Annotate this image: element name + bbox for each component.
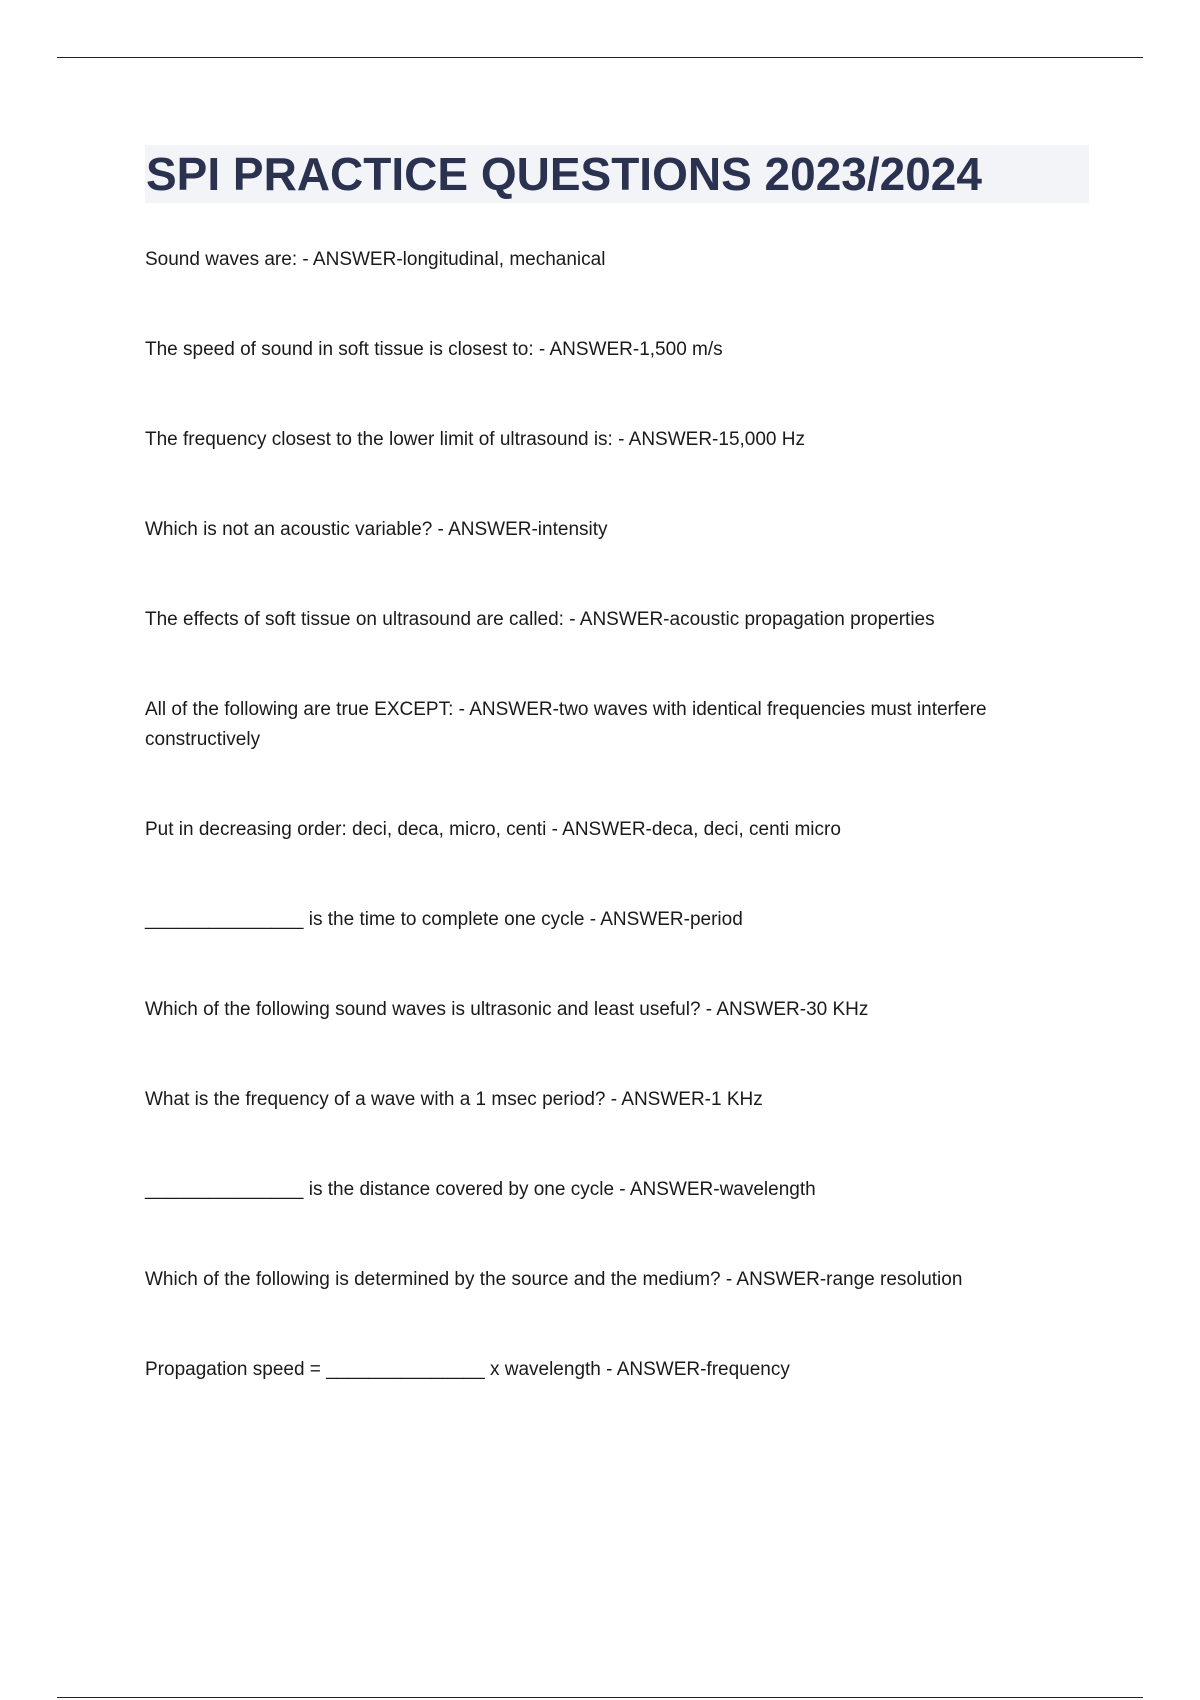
question-text: The frequency closest to the lower limit of ultrasound is: - ANSWER-15,000 Hz bbox=[145, 429, 805, 450]
question-text: Propagation speed = _______________ x wavelength - ANSWER-frequency bbox=[145, 1359, 790, 1380]
question-item bbox=[145, 905, 1075, 935]
question-text: The effects of soft tissue on ultrasound are called: - ANSWER-acoustic propagation properties bbox=[145, 609, 935, 630]
question-item bbox=[145, 815, 1075, 845]
question-item bbox=[145, 335, 1075, 365]
question-item bbox=[145, 995, 1075, 1025]
question-text: Put in decreasing order: deci, deca, micro, centi - ANSWER-deca, deci, centi micro bbox=[145, 819, 841, 840]
question-list bbox=[145, 245, 1075, 1385]
top-rule bbox=[57, 57, 1143, 58]
question-text: What is the frequency of a wave with a 1 msec period? - ANSWER-1 KHz bbox=[145, 1089, 763, 1110]
question-text: _______________ is the distance covered by one cycle - ANSWER-wavelength bbox=[145, 1179, 816, 1200]
question-text: Which is not an acoustic variable? - ANSWER-intensity bbox=[145, 519, 608, 540]
question-item bbox=[145, 515, 1075, 545]
question-text: The speed of sound in soft tissue is closest to: - ANSWER-1,500 m/s bbox=[145, 339, 723, 360]
question-text: _______________ is the time to complete one cycle - ANSWER-period bbox=[145, 909, 743, 930]
question-item bbox=[145, 1355, 1075, 1385]
question-text: Which of the following sound waves is ultrasonic and least useful? - ANSWER-30 KHz bbox=[145, 999, 869, 1020]
question-item bbox=[145, 1175, 1075, 1205]
page-title: SPI PRACTICE QUESTIONS 2023/2024 bbox=[146, 148, 982, 200]
question-item bbox=[145, 695, 1075, 755]
question-text: All of the following are true EXCEPT: - ANSWER-two waves with identical frequencies must interfere constructively bbox=[145, 699, 987, 750]
question-item bbox=[145, 245, 1075, 275]
question-text: Which of the following is determined by the source and the medium? - ANSWER-range resolution bbox=[145, 1269, 963, 1290]
question-item bbox=[145, 1265, 1075, 1295]
question-text: Sound waves are: - ANSWER-longitudinal, mechanical bbox=[145, 249, 606, 270]
question-item bbox=[145, 1085, 1075, 1115]
question-item bbox=[145, 605, 1075, 635]
question-item bbox=[145, 425, 1075, 455]
bottom-rule bbox=[57, 1697, 1143, 1698]
